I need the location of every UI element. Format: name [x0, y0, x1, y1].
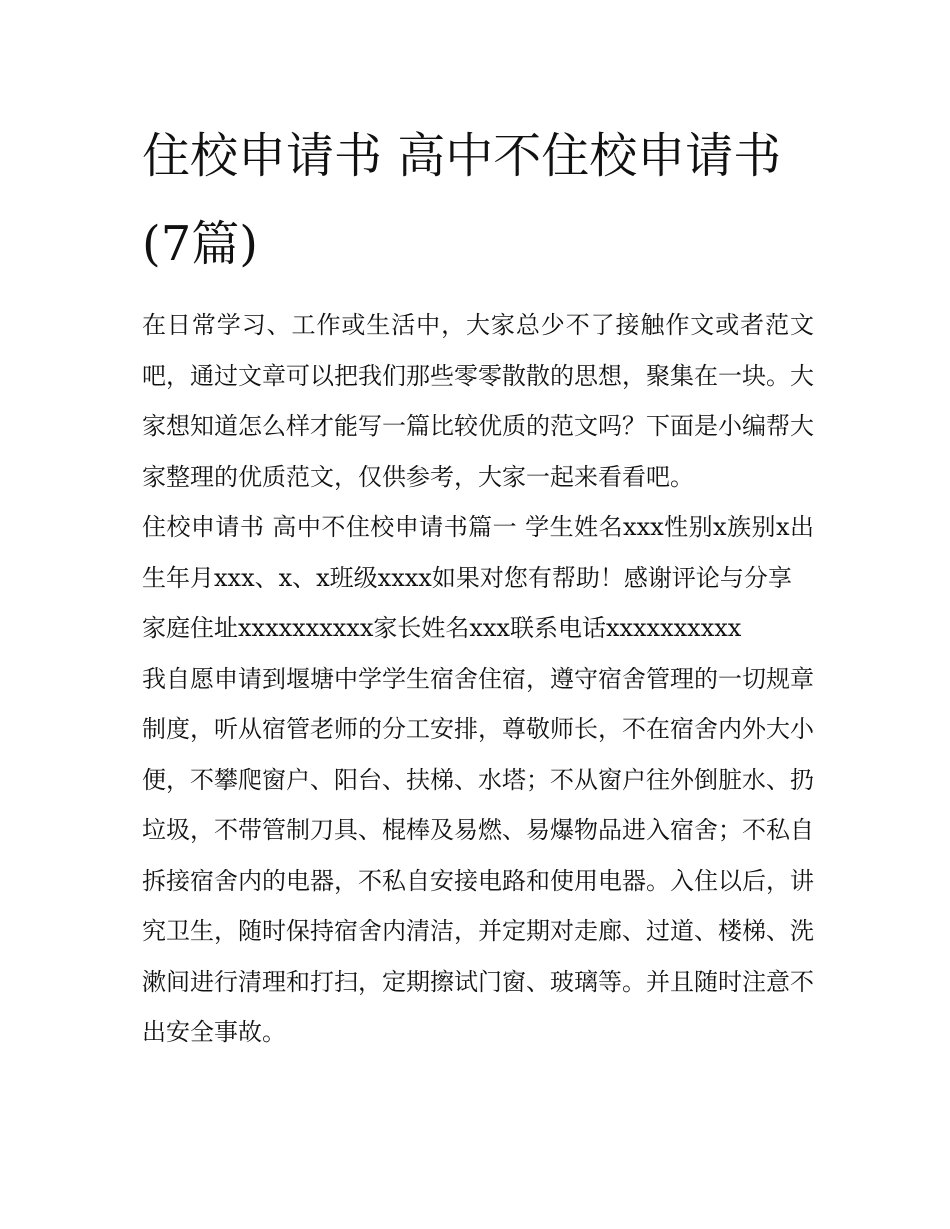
paragraph-student-info: 住校申请书 高中不住校申请书篇一 学生姓名xxx性别x族别x出生年月xxx、x、x班级xxxx如果对您有帮助！感谢评论与分享 — [142, 513, 814, 592]
paragraph-family-info: 家庭住址xxxxxxxxxx家长姓名xxx联系电话xxxxxxxxxx — [142, 614, 742, 642]
paragraph-pledge: 我自愿申请到堰塘中学学生宿舍住宿，遵守宿舍管理的一切规章制度，听从宿管老师的分工安排，尊敬师长，不在宿舍内外大小便，不攀爬窗户、阳台、扶梯、水塔；不从窗户往外倒脏水、扔垃圾，不带管制刀具、棍棒及易燃、易爆物品进入宿舍；不私自拆接宿舍内的电器，不私自安接电路和使用电器。入住以后，讲究卫生，随时保持宿舍内清洁，并定期对走廊、过道、楼梯、洗漱间进行清理和打扫，定期擦试门窗、玻璃等。并且随时注意不出安全事故。 — [142, 664, 814, 1046]
paragraph-intro: 在日常学习、工作或生活中，大家总少不了接触作文或者范文吧，通过文章可以把我们那些零零散散的思想，聚集在一块。大家想知道怎么样才能写一篇比较优质的范文吗？下面是小编帮大家整理的优质范文，仅供参考，大家一起来看看吧。 — [142, 311, 814, 491]
document-page — [142, 112, 814, 1058]
document-title: 住校申请书 高中不住校申请书(7篇) — [142, 128, 782, 272]
